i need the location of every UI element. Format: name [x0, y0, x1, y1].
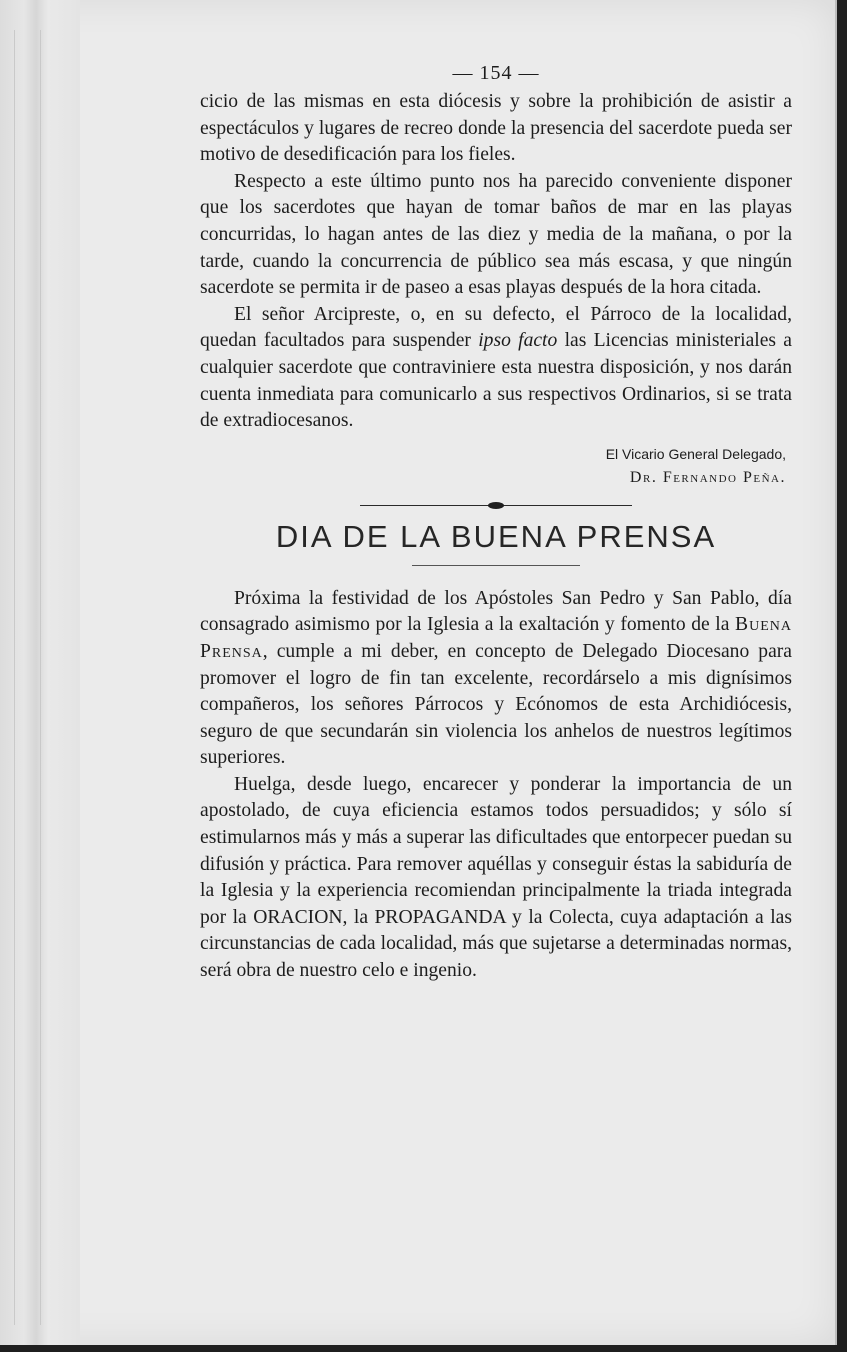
page-number: — 154 — — [452, 62, 540, 84]
signature-name: Dr. Fernando Peña. — [629, 468, 786, 486]
page-fold-strip — [0, 0, 80, 1345]
paragraph-licencias — [200, 302, 792, 435]
prensa-text-1: Próxima la festividad de los Apóstoles San Pedro y San Pablo, día consagrado asimismo por la Iglesia a la exaltación y fomento de la — [200, 587, 792, 636]
signature-title: El Vicario General Delegado, — [605, 445, 786, 462]
licencias-text-2: las Licencias ministeriales a cualquier sacerdote que contraviniere esta nuestra disposición, y nos darán cuenta inmediata para comunicarlo a sus respectivos Ordinarios, si se trata de extradiocesanos. — [200, 330, 792, 432]
paragraph-banos: Respecto a este último punto nos ha parecido conveniente disponer que los sacerdotes que hayan de tomar baños de mar en las playas concurridas, lo hagan antes de las diez y media de la mañana, o por la tarde, cuando la concurrencia de público sea más escasa, y que ningún sacerdote se permita ir de paseo a esas playas después de la hora citada. — [200, 170, 792, 299]
licencias-text-1: El señor Arcipreste, o, en su defecto, el Párroco de la localidad, quedan facultados para suspender — [200, 303, 792, 352]
signature-block — [200, 443, 792, 491]
page-content — [200, 62, 792, 985]
paragraph-huelga: Huelga, desde luego, encarecer y ponderar la importancia de un apostolado, de cuya eficiencia estamos todos persuadidos; y sólo sí estimularnos más y más a superar las dificultades que entorpecer puedan su difusión y práctica. Para remover aquéllas y conseguir éstas la sabiduría de la Iglesia y la experiencia recomiendan principalmente la triada integrada por la ORACION, la PROPAGANDA y la Colecta, cuya adaptación a las circunstancias de cada localidad, más que sujetarse a determinadas normas, será obra de nuestro celo e ingenio. — [200, 773, 792, 982]
heading-underline — [412, 565, 580, 566]
fold-line — [40, 30, 41, 1325]
prensa-text-2: , cumple a mi deber, en concepto de Delegado Diocesano para promover el logro de fin tan excelente, recordárselo a mis dignísimos compañeros, los señores Párrocos y Ecónomos de esta Archidiócesis, seguro de que secundarán sin violencia los anhelos de nuestros legítimos superiores. — [200, 640, 792, 769]
paragraph-continuation: cicio de las mismas en esta diócesis y sobre la prohibición de asistir a espectáculos y lugares de recreo donde la presencia del sacerdote pueda ser motivo de desedificación para los fieles. — [200, 91, 792, 166]
divider-ornament — [488, 502, 504, 509]
ornamental-divider — [360, 501, 632, 511]
italic-phrase: ipso facto — [478, 330, 558, 352]
section-heading: DIA DE LA BUENA PRENSA — [275, 518, 717, 554]
fold-line — [14, 30, 15, 1325]
smallcaps-phrase: Buena Prensa — [200, 614, 792, 662]
paragraph-prensa — [200, 586, 792, 772]
